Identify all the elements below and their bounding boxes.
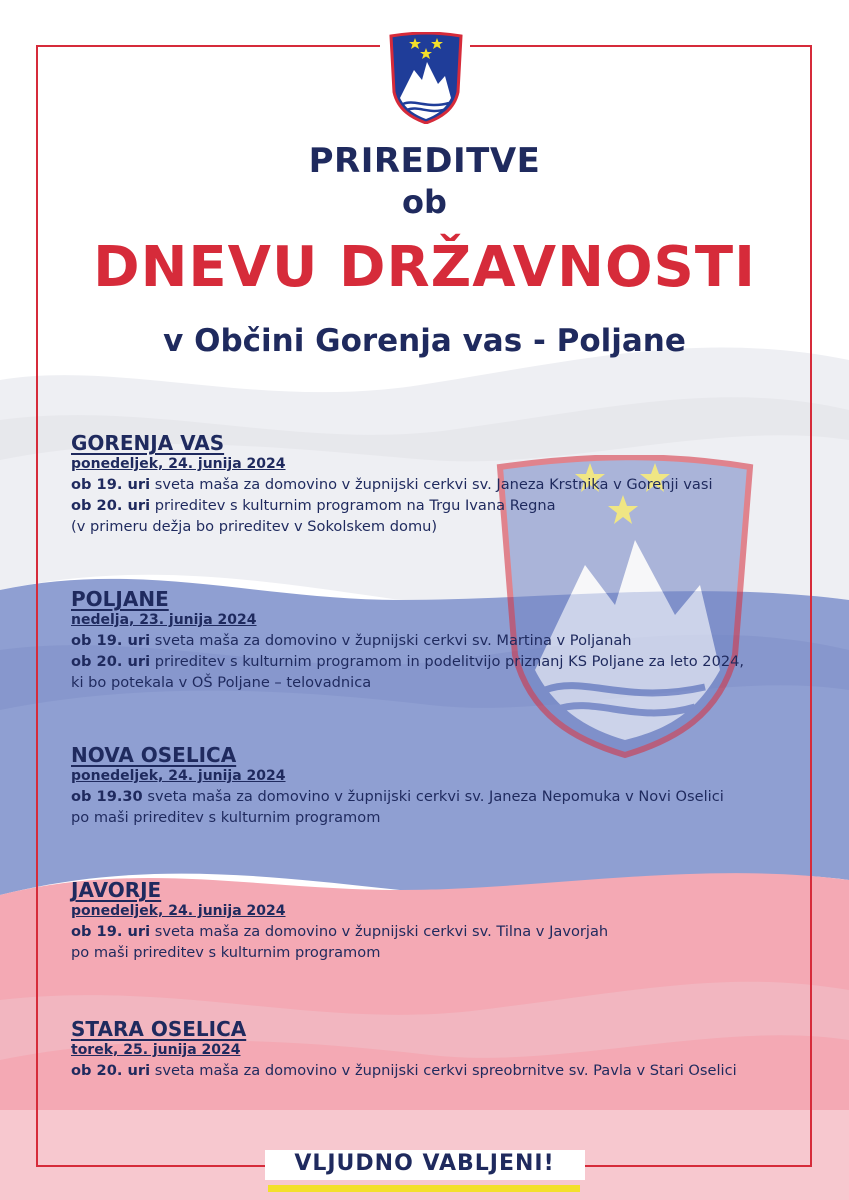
slovenian-coat-of-arms-icon (388, 32, 464, 124)
section-name: GORENJA VAS (71, 431, 225, 455)
event-text: prireditev s kulturnim programom na Trgu Ivana Regna (150, 497, 556, 514)
section-date: ponedeljek, 24. junija 2024 (71, 768, 286, 784)
event-section (71, 587, 811, 693)
section-date: torek, 25. junija 2024 (71, 1042, 241, 1058)
event-time: ob 19.30 (71, 788, 143, 805)
event-section (71, 878, 811, 963)
event-text: ki bo potekala v OŠ Poljane – telovadnica (71, 674, 372, 691)
event-time: ob 19. uri (71, 476, 151, 493)
event-section (71, 1017, 811, 1081)
closing-underline-bar (268, 1185, 580, 1192)
event-line (71, 786, 811, 807)
event-text: sveta maša za domovino v župnijski cerkvi sv. Janeza Krstnika v Gorenji vasi (150, 476, 713, 493)
event-line (71, 942, 811, 963)
event-line (71, 516, 811, 537)
event-time: ob 20. uri (71, 653, 151, 670)
event-text: sveta maša za domovino v župnijski cerkvi sv. Martina v Poljanah (150, 632, 632, 649)
event-section (71, 743, 811, 828)
page-title-line-1: PRIREDITVE (308, 141, 541, 181)
section-date: nedelja, 23. junija 2024 (71, 612, 257, 628)
event-section (71, 431, 811, 537)
event-text: sveta maša za domovino v župnijski cerkvi sv. Janeza Nepomuka v Novi Oselici (142, 788, 724, 805)
event-time: ob 19. uri (71, 632, 151, 649)
event-line (71, 630, 811, 651)
closing-invitation: VLJUDNO VABLJENI! (294, 1151, 555, 1176)
event-time: ob 20. uri (71, 497, 151, 514)
event-line (71, 672, 811, 693)
event-line (71, 495, 811, 516)
event-time: ob 19. uri (71, 923, 151, 940)
event-text: sveta maša za domovino v župnijski cerkvi sv. Tilna v Javorjah (150, 923, 609, 940)
section-name: JAVORJE (71, 878, 162, 902)
event-line (71, 921, 811, 942)
event-line (71, 1060, 811, 1081)
event-text: (v primeru dežja bo prireditev v Sokolskem domu) (71, 518, 438, 535)
page-subtitle: v Občini Gorenja vas - Poljane (163, 323, 686, 359)
event-text: po maši prireditev s kulturnim programom (71, 809, 381, 826)
event-text: po maši prireditev s kulturnim programom (71, 944, 381, 961)
page-title-main: DNEVU DRŽAVNOSTI (93, 235, 756, 300)
event-text: prireditev s kulturnim programom in podelitvijo priznanj KS Poljane za leto 2024, (150, 653, 745, 670)
section-date: ponedeljek, 24. junija 2024 (71, 903, 286, 919)
section-name: NOVA OSELICA (71, 743, 237, 767)
page-title-line-2: ob (402, 183, 447, 221)
event-line (71, 807, 811, 828)
event-line (71, 651, 811, 672)
event-line (71, 474, 811, 495)
section-name: STARA OSELICA (71, 1017, 247, 1041)
section-date: ponedeljek, 24. junija 2024 (71, 456, 286, 472)
section-name: POLJANE (71, 587, 169, 611)
event-time: ob 20. uri (71, 1062, 151, 1079)
event-text: sveta maša za domovino v župnijski cerkvi spreobrnitve sv. Pavla v Stari Oselici (150, 1062, 737, 1079)
